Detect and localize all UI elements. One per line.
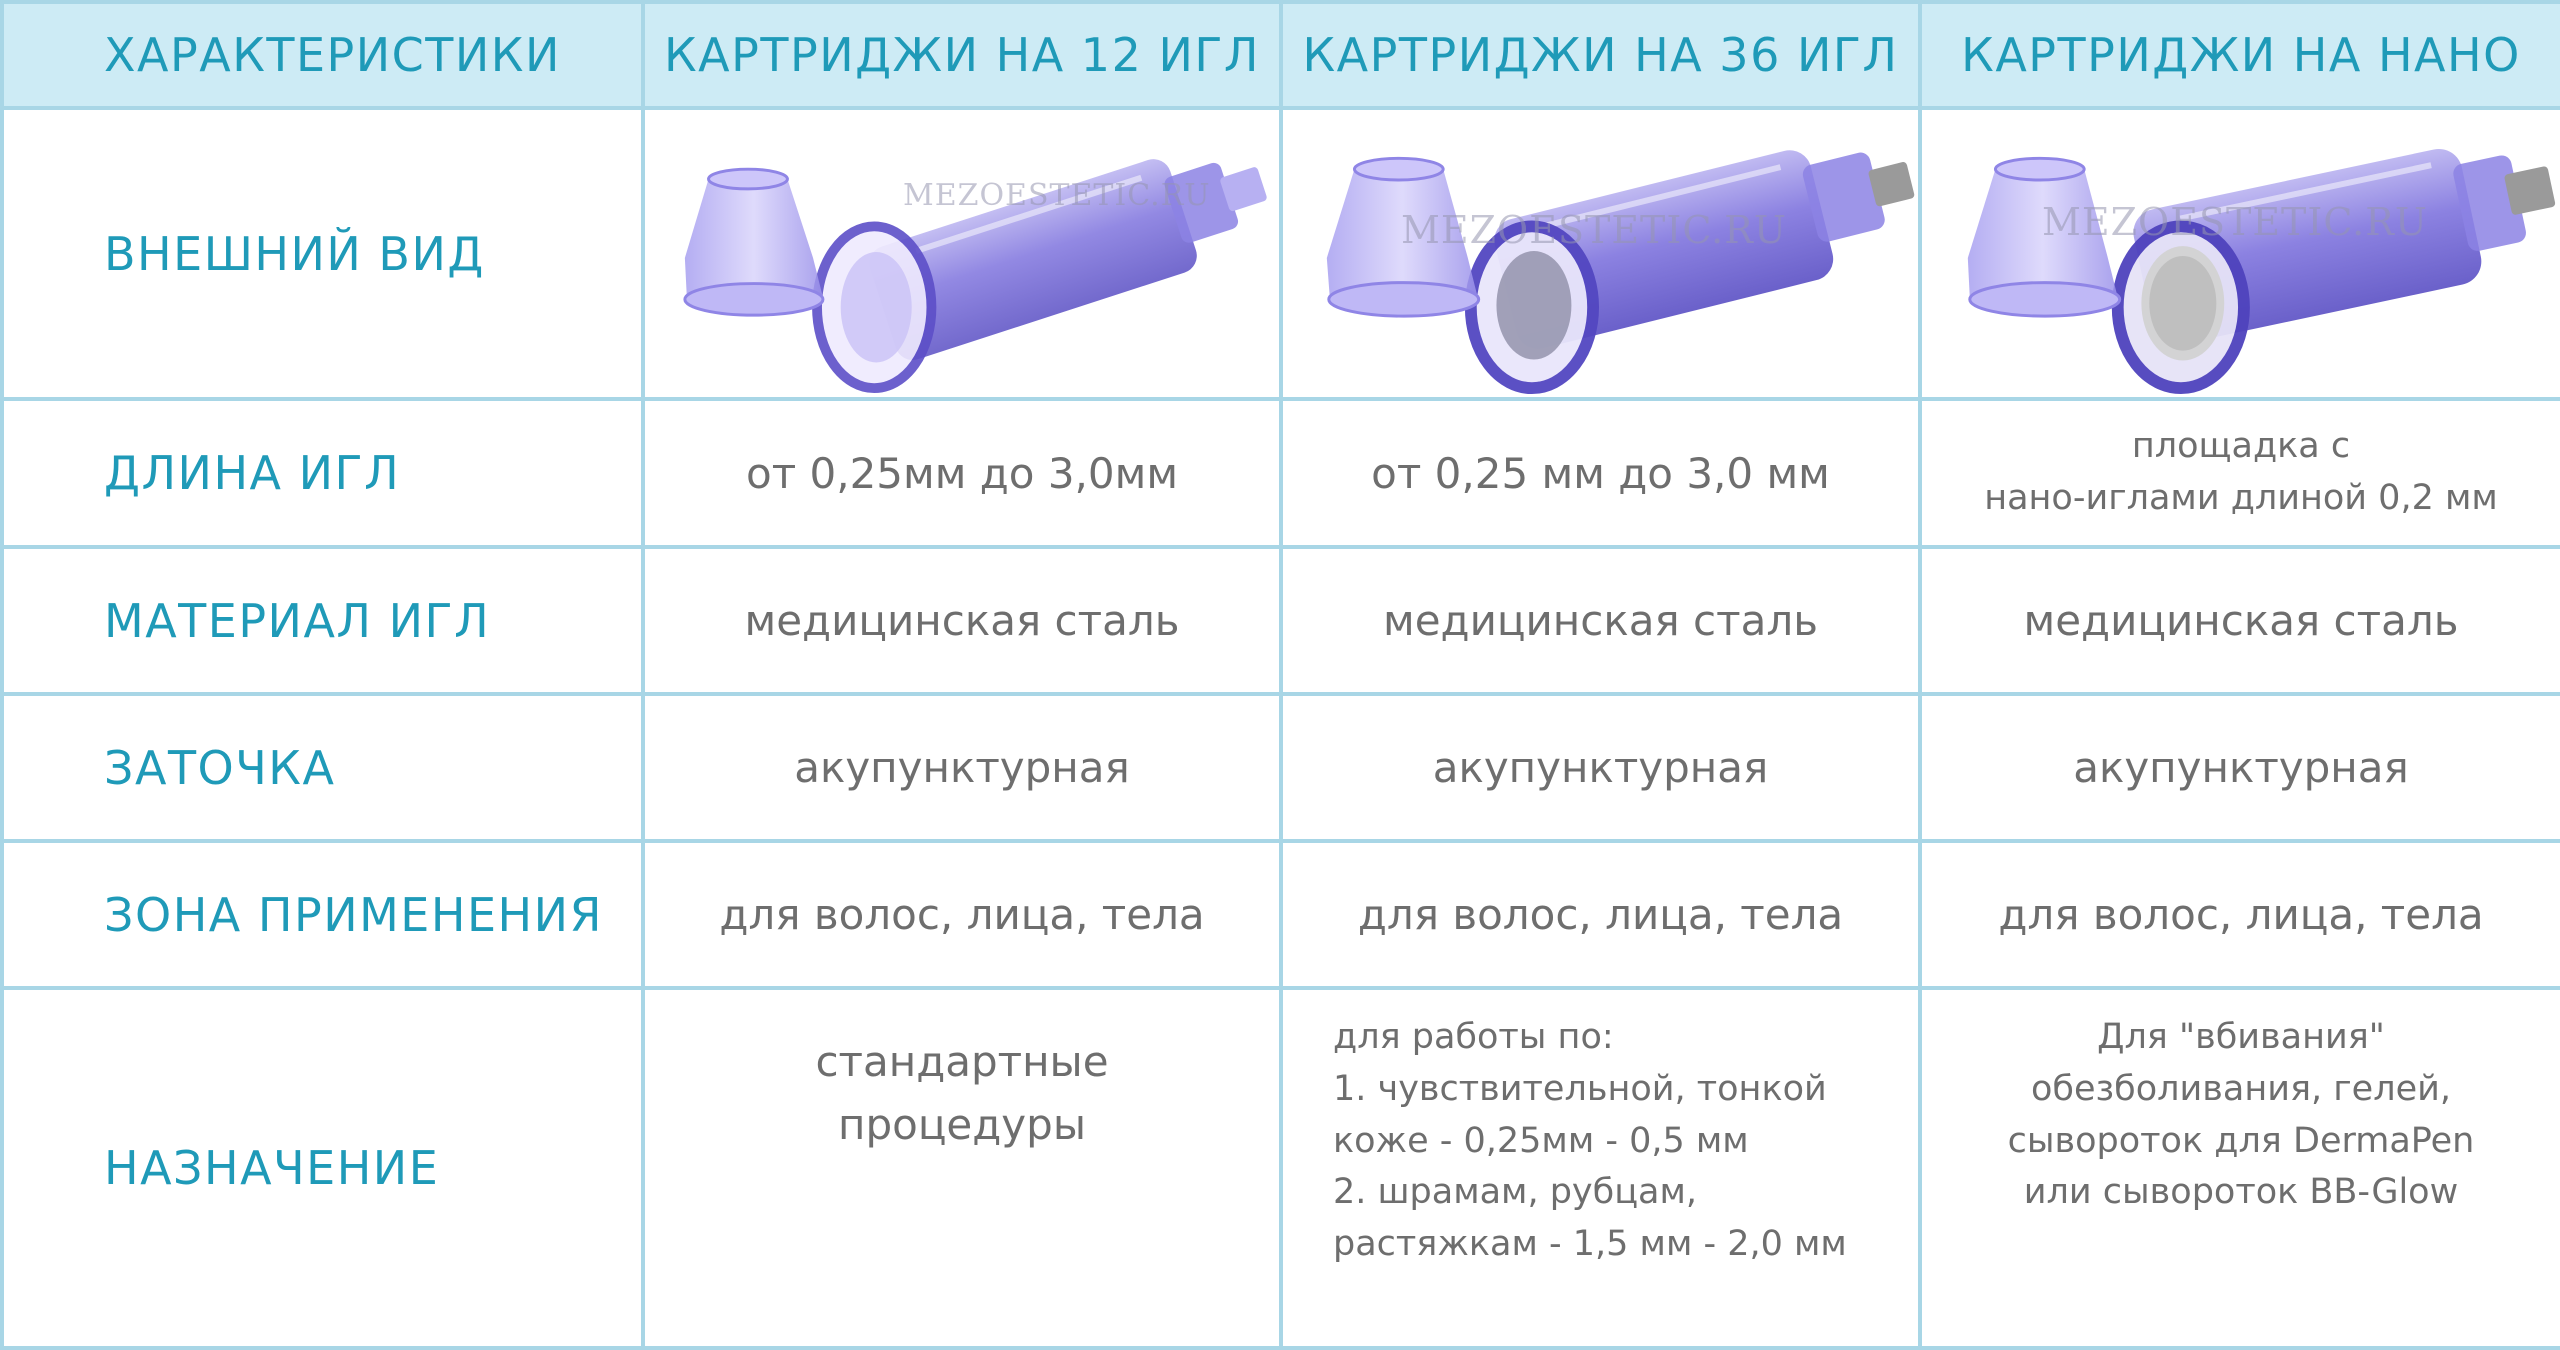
purpose-36-line3: коже - 0,25мм - 0,5 мм (1333, 1120, 1749, 1161)
header-row (2, 2, 2560, 108)
purpose-nano (1920, 988, 2560, 1348)
sharpening-36: акупунктурная (1281, 694, 1920, 841)
application-area-12: для волос, лица, тела (643, 841, 1281, 988)
watermark-3: MEZOESTETIC.RU (2042, 200, 2428, 244)
purpose-nano-line4: или сывороток BB-Glow (2023, 1172, 2459, 1213)
sharpening-row (2, 694, 2560, 841)
needle-length-nano-line2: нано-иглами длиной 0,2 мм (1984, 478, 2498, 518)
header-36-needles: КАРТРИДЖИ НА 36 ИГЛ (1281, 2, 1920, 108)
purpose-12 (643, 988, 1281, 1348)
watermark-2: MEZOESTETIC.RU (1401, 208, 1787, 252)
appearance-row (2, 108, 2560, 399)
needle-material-row (2, 547, 2560, 694)
needle-material-label: МАТЕРИАЛ ИГЛ (2, 547, 643, 694)
needle-length-nano (1920, 399, 2560, 547)
sharpening-12: акупунктурная (643, 694, 1281, 841)
application-area-36: для волос, лица, тела (1281, 841, 1920, 988)
purpose-nano-line3: сывороток для DermaPen (2007, 1120, 2475, 1161)
appearance-label: ВНЕШНИЙ ВИД (2, 108, 643, 399)
purpose-36-line5: растяжкам - 1,5 мм - 2,0 мм (1333, 1224, 1847, 1265)
sharpening-nano: акупунктурная (1920, 694, 2560, 841)
header-characteristics: ХАРАКТЕРИСТИКИ (2, 2, 643, 108)
application-area-row (2, 841, 2560, 988)
application-area-label: ЗОНА ПРИМЕНЕНИЯ (2, 841, 643, 988)
needle-length-label: ДЛИНА ИГЛ (2, 399, 643, 547)
cartridge-12-needles-image (645, 110, 1279, 397)
sharpening-label: ЗАТОЧКА (2, 694, 643, 841)
needle-material-nano: медицинская сталь (1920, 547, 2560, 694)
purpose-36-line2: 1. чувствительной, тонкой (1333, 1068, 1827, 1109)
watermark-1: MEZOESTETIC.RU (903, 178, 1211, 213)
purpose-row (2, 988, 2560, 1348)
cartridge-36-needles-image (1283, 110, 1918, 397)
needle-length-nano-line1: площадка с (2131, 426, 2351, 467)
cartridge-36-needles-photo (1281, 108, 1920, 399)
needle-material-12: медицинская сталь (643, 547, 1281, 694)
purpose-12-line1: стандартные (815, 1037, 1109, 1086)
purpose-12-line2: процедуры (838, 1100, 1086, 1149)
purpose-nano-line2: обезболивания, гелей, (2031, 1068, 2451, 1109)
needle-material-36: медицинская сталь (1281, 547, 1920, 694)
purpose-36-line4: 2. шрамам, рубцам, (1333, 1172, 1698, 1213)
purpose-36 (1281, 988, 1920, 1348)
purpose-label: НАЗНАЧЕНИЕ (2, 988, 643, 1348)
cartridge-nano-photo (1920, 108, 2560, 399)
header-nano: КАРТРИДЖИ НА НАНО (1920, 2, 2560, 108)
needle-length-36: от 0,25 мм до 3,0 мм (1281, 399, 1920, 547)
purpose-nano-line1: Для "вбивания" (2097, 1017, 2385, 1057)
cartridge-nano-image (1922, 110, 2560, 397)
purpose-36-line1: для работы по: (1333, 1017, 1614, 1057)
needle-length-12: от 0,25мм до 3,0мм (643, 399, 1281, 547)
needle-length-row (2, 399, 2560, 547)
header-12-needles: КАРТРИДЖИ НА 12 ИГЛ (643, 2, 1281, 108)
cartridge-12-needles-photo (643, 108, 1281, 399)
application-area-nano: для волос, лица, тела (1920, 841, 2560, 988)
